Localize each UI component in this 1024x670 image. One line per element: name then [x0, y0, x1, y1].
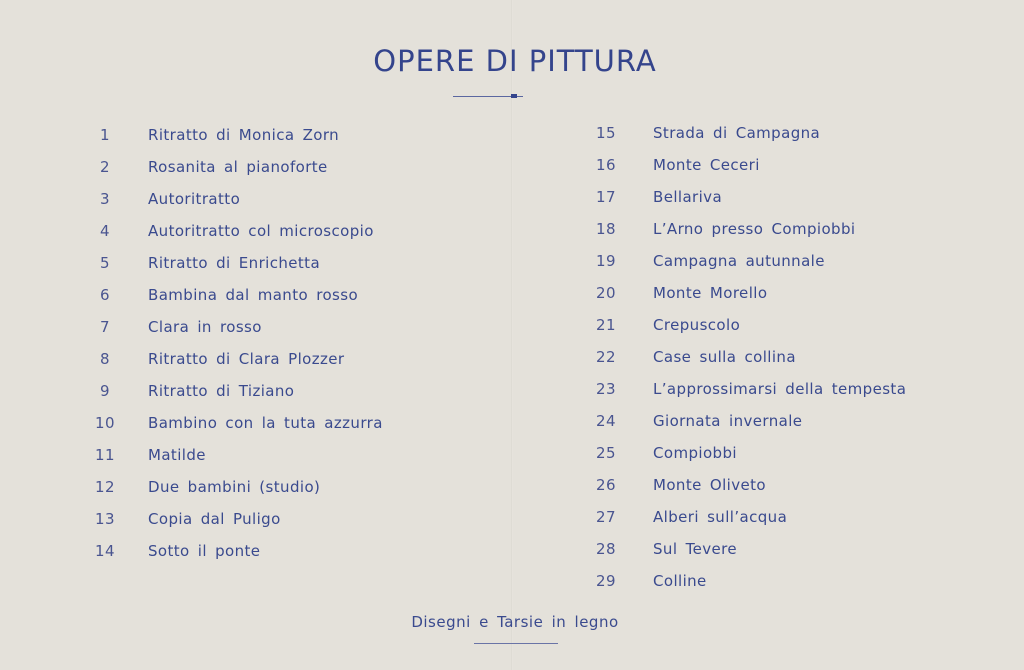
item-number: 27 — [596, 508, 616, 526]
list-item — [80, 535, 383, 567]
item-number: 20 — [596, 284, 616, 302]
item-number: 13 — [95, 510, 115, 528]
item-title: Bellariva — [653, 188, 723, 206]
item-number: 29 — [596, 572, 616, 590]
item-title: Giornata invernale — [653, 412, 803, 430]
item-number: 17 — [596, 188, 616, 206]
item-title: L’approssimarsi della tempesta — [653, 380, 907, 398]
item-title: Monte Oliveto — [653, 476, 767, 494]
item-title: Ritratto di Monica Zorn — [148, 126, 340, 144]
item-number: 26 — [596, 476, 616, 494]
item-title: Ritratto di Clara Plozzer — [148, 350, 345, 368]
item-title: Campagna autunnale — [653, 252, 825, 270]
footer-divider — [474, 643, 558, 644]
list-item — [585, 341, 906, 373]
item-title: Alberi sull’acqua — [653, 508, 788, 526]
item-number: 18 — [596, 220, 616, 238]
list-item — [80, 407, 383, 439]
item-title: Colline — [653, 572, 707, 590]
item-number: 5 — [100, 254, 110, 272]
item-number: 3 — [100, 190, 110, 208]
list-item — [585, 501, 906, 533]
section-heading-drawings: Disegni e Tarsie in legno — [411, 613, 619, 631]
item-number: 15 — [596, 124, 616, 142]
list-item — [585, 277, 906, 309]
list-item — [585, 565, 906, 597]
item-title: Monte Ceceri — [653, 156, 760, 174]
item-title: Bambino con la tuta azzurra — [148, 414, 383, 432]
item-title: Matilde — [148, 446, 206, 464]
list-item — [80, 119, 383, 151]
list-item — [80, 215, 383, 247]
item-title: Sul Tevere — [653, 540, 737, 558]
item-number: 14 — [95, 542, 115, 560]
item-number: 28 — [596, 540, 616, 558]
item-title: Ritratto di Tiziano — [148, 382, 295, 400]
item-title: Case sulla collina — [653, 348, 796, 366]
item-number: 22 — [596, 348, 616, 366]
list-item — [585, 437, 906, 469]
item-title: Copia dal Puligo — [148, 510, 281, 528]
list-item — [585, 117, 906, 149]
item-title: Bambina dal manto rosso — [148, 286, 359, 304]
item-number: 9 — [100, 382, 110, 400]
item-number: 7 — [100, 318, 110, 336]
item-title: Compiobbi — [653, 444, 737, 462]
item-number: 19 — [596, 252, 616, 270]
list-item — [585, 469, 906, 501]
list-item — [585, 373, 906, 405]
list-item — [80, 183, 383, 215]
item-number: 23 — [596, 380, 616, 398]
item-number: 8 — [100, 350, 110, 368]
title-divider-ornament — [511, 94, 517, 98]
item-title: Rosanita al pianoforte — [148, 158, 328, 176]
item-number: 6 — [100, 286, 110, 304]
item-title: Autoritratto — [148, 190, 241, 208]
item-number: 12 — [95, 478, 115, 496]
list-item — [80, 471, 383, 503]
list-item — [80, 375, 383, 407]
item-number: 2 — [100, 158, 110, 176]
item-title: Strada di Campagna — [653, 124, 821, 142]
list-item — [585, 245, 906, 277]
works-list-right — [585, 117, 906, 597]
list-item — [585, 309, 906, 341]
list-item — [585, 405, 906, 437]
list-item — [585, 149, 906, 181]
item-number: 25 — [596, 444, 616, 462]
item-number: 1 — [100, 126, 110, 144]
item-title: Monte Morello — [653, 284, 768, 302]
works-list-left — [80, 119, 383, 567]
item-number: 11 — [95, 446, 115, 464]
list-item — [80, 503, 383, 535]
item-title: L’Arno presso Compiobbi — [653, 220, 856, 238]
item-number: 4 — [100, 222, 110, 240]
list-item — [80, 247, 383, 279]
item-title: Autoritratto col microscopio — [148, 222, 374, 240]
item-number: 10 — [95, 414, 115, 432]
item-title: Sotto il ponte — [148, 542, 261, 560]
list-item — [585, 181, 906, 213]
list-item — [80, 311, 383, 343]
list-item — [585, 533, 906, 565]
list-item — [585, 213, 906, 245]
page-title: OPERE DI PITTURA — [373, 44, 657, 78]
list-item — [80, 279, 383, 311]
item-title: Ritratto di Enrichetta — [148, 254, 321, 272]
item-number: 16 — [596, 156, 616, 174]
item-number: 21 — [596, 316, 616, 334]
item-title: Crepuscolo — [653, 316, 741, 334]
item-title: Due bambini (studio) — [148, 478, 321, 496]
item-number: 24 — [596, 412, 616, 430]
list-item — [80, 439, 383, 471]
page-fold — [511, 0, 513, 670]
list-item — [80, 343, 383, 375]
item-title: Clara in rosso — [148, 318, 262, 336]
list-item — [80, 151, 383, 183]
